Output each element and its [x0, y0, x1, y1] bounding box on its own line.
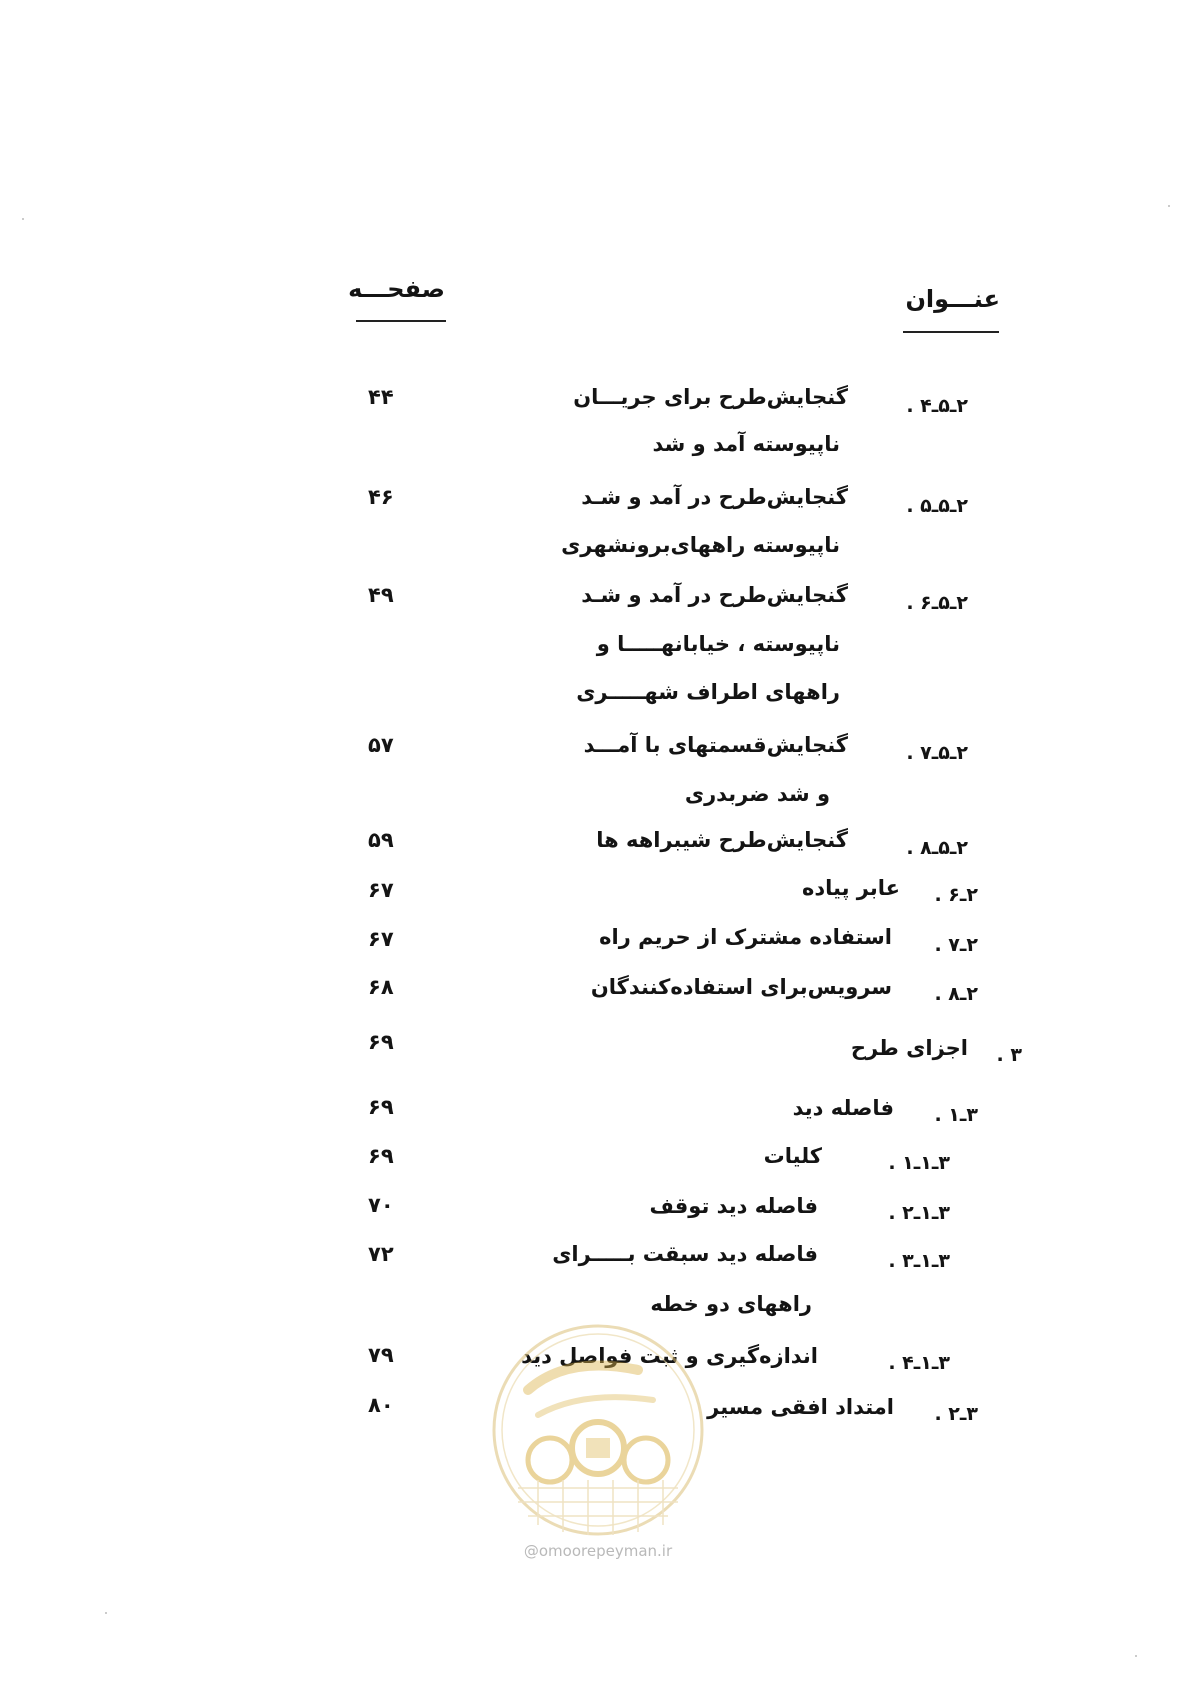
page-number: ۶۹	[368, 1030, 394, 1054]
page-number: ۷۲	[368, 1242, 394, 1266]
entry-title-continued: ناپیوسته راههای‌برونشهری	[561, 533, 840, 557]
entry-title: گنجایش‌طرح برای جریـــان	[573, 385, 848, 409]
section-number: ۲ـ۵ـ۷ .	[906, 742, 968, 764]
section-number: ۲ـ۵ـ۸ .	[906, 837, 968, 859]
entry-title: فاصله دید سبقت بـــــرای	[552, 1242, 818, 1266]
section-number: ۲ـ۵ـ۶ .	[906, 592, 968, 614]
entry-title: اندازه‌گیری و ثبت فواصل دید	[521, 1344, 818, 1368]
entry-title: فاصله دید	[792, 1096, 894, 1120]
section-number: ۳ـ۲ .	[934, 1403, 978, 1425]
column-page-underline	[356, 320, 446, 322]
scan-speck	[1135, 1655, 1137, 1657]
scan-speck	[1168, 205, 1170, 207]
section-number: ۳ـ۱ـ۳ .	[888, 1250, 950, 1272]
page-number: ۷۹	[368, 1343, 394, 1367]
column-page-header: صفحـــه	[348, 275, 445, 303]
section-number: ۳ـ۱ـ۴ .	[888, 1352, 950, 1374]
entry-title-continued: راههای دو خطه	[650, 1292, 812, 1316]
page-number: ۶۹	[368, 1095, 394, 1119]
page-number: ۶۷	[368, 927, 394, 951]
page-number: ۶۸	[368, 975, 394, 999]
entry-title: گنجایش‌طرح در آمد و شـد	[581, 583, 848, 607]
entry-title: اجزای طرح	[850, 1036, 968, 1060]
section-number: ۳ـ۱ـ۲ .	[888, 1202, 950, 1224]
scan-speck	[105, 1612, 107, 1614]
entry-title: سرویس‌برای استفاده‌کنندگان	[590, 975, 892, 999]
entry-title-continued: و شد ضربدری	[684, 782, 830, 806]
scan-speck	[22, 218, 24, 220]
column-title-underline	[903, 331, 999, 333]
page-number: ۵۷	[368, 733, 394, 757]
section-number: ۳ـ۱ـ۱ .	[888, 1152, 950, 1174]
section-number: ۲ـ۵ـ۵ .	[906, 495, 968, 517]
section-number: ۳ـ۱ .	[934, 1104, 978, 1126]
section-number: ۲ـ۶ .	[934, 884, 978, 906]
page-number: ۴۶	[368, 485, 394, 509]
page-number: ۸۰	[368, 1393, 394, 1417]
entry-title: استفاده مشترک از حریم راه	[599, 925, 892, 949]
page-number: ۶۷	[368, 878, 394, 902]
entry-title: گنجایش‌طرح شیبراهه ها	[596, 828, 848, 852]
column-title-header: عنـــوان	[905, 285, 1000, 313]
entry-title-continued: راههای اطراف شهـــــری	[576, 680, 840, 704]
section-number: ۲ـ۷ .	[934, 934, 978, 956]
section-number: ۳ .	[996, 1044, 1022, 1066]
page-number: ۴۴	[368, 385, 394, 409]
page-number: ۵۹	[368, 828, 394, 852]
entry-title-continued: ناپیوسته آمد و شد	[652, 432, 840, 456]
entry-title: امتداد افقی مسیر	[707, 1395, 894, 1419]
entry-title: کلیات	[763, 1144, 822, 1168]
entry-title: فاصله دید توقف	[649, 1194, 818, 1218]
watermark-text: @omoorepeyman.ir	[523, 1542, 673, 1560]
section-number: ۲ـ۸ .	[934, 983, 978, 1005]
page-number: ۶۹	[368, 1144, 394, 1168]
page-number: ۷۰	[368, 1193, 394, 1217]
entry-title: گنجایش‌طرح در آمد و شـد	[581, 485, 848, 509]
entry-title-continued: ناپیوسته ، خیابانهـــــا و	[596, 632, 840, 656]
watermark-seal-icon	[488, 1320, 708, 1540]
entry-title: گنجایش‌قسمتهای با آمـــد	[583, 733, 848, 757]
page-number: ۴۹	[368, 583, 394, 607]
section-number: ۲ـ۵ـ۴ .	[906, 395, 968, 417]
entry-title: عابر پیاده	[801, 876, 900, 900]
